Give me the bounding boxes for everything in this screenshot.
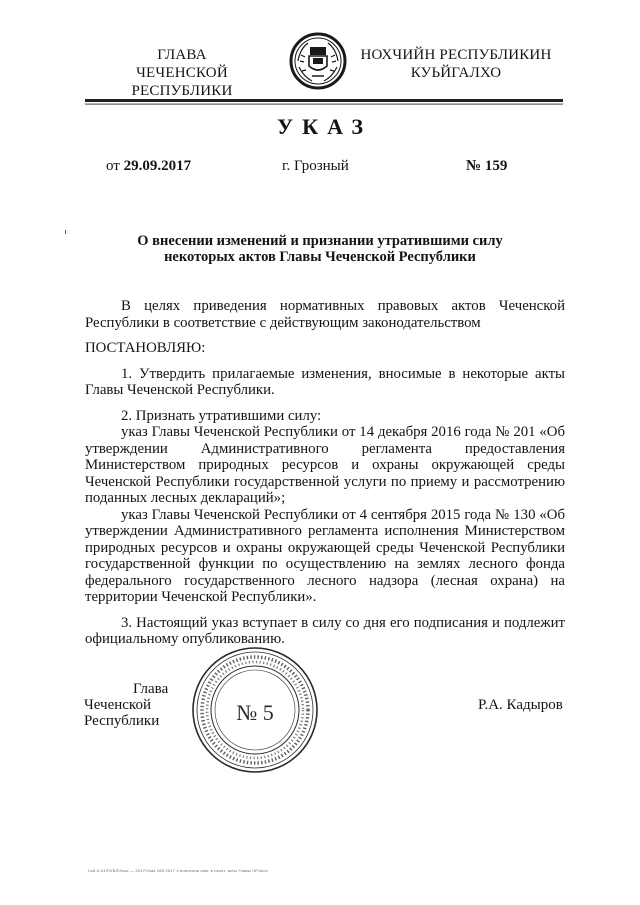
date-value: 29.09.2017 (123, 158, 192, 174)
signature-post (84, 681, 194, 729)
round-seal-stamp-icon (190, 645, 320, 775)
item-3-paragraph: 3. Настоящий указ вступает в силу со дня его подписания и подлежит официальному опубликованию. (85, 614, 565, 647)
signature-post-line2: Чеченской Республики (84, 697, 160, 729)
header-right (350, 46, 562, 82)
item-2b-paragraph: указ Главы Чеченской Республики от 4 сентября 2015 года № 130 «Об утверждении Административного регламента исполнения Министерством природных ресурсов и охраны окружающей среды Чеченской Республики государственной функции по осуществлению на землях лесного фонда федерального государственного лесного надзора (лесная охрана) на территории Чеченской Республики». (85, 506, 565, 605)
decree-word: ПОСТАНОВЛЯЮ: (85, 340, 206, 356)
header-left-line1: ГЛАВА (157, 47, 207, 63)
item-1-paragraph: 1. Утвердить прилагаемые изменения, вносимые в некоторые акты Главы Чеченской Республики. (85, 365, 565, 398)
document-body (85, 298, 565, 648)
coat-of-arms-icon (288, 31, 348, 91)
document-heading (110, 233, 530, 265)
stamp-number: № 5 (236, 700, 274, 725)
signature-post-line1: Глава (133, 681, 169, 697)
document-number (466, 158, 507, 175)
signer-name: Р.А. Кадыров (478, 697, 563, 713)
header-rule (85, 92, 563, 98)
header-left-line2: ЧЕЧЕНСКОЙ РЕСПУБЛИКИ (131, 65, 233, 99)
document-title: УКАЗ (276, 114, 373, 139)
preamble-paragraph: В целях приведения нормативных правовых актов Чеченской Республики в соответствие с действующим законодательством (85, 298, 565, 331)
item-2-paragraph: 2. Признать утратившими силу: (121, 407, 322, 424)
document-date (106, 158, 191, 175)
heading-line2: некоторых актов Главы Чеченской Республики (164, 249, 476, 265)
date-prefix: от (106, 158, 120, 174)
heading-line1: О внесении изменений и признании утратившими силу (137, 233, 503, 249)
header-right-line1: НОХЧИЙН РЕСПУБЛИКИН (360, 47, 552, 63)
header-right-line2: КУЬЙГАЛХО (410, 65, 502, 81)
item-2a-paragraph: указ Главы Чеченской Республики от 14 декабря 2016 года № 201 «Об утверждении Административного регламента предоставления Министерством природных ресурсов и охраны окружающей среды Чеченской Республики государственной услуги по приему и рассмотрению поданных лесных деклараций»; (85, 424, 565, 506)
margin-mark (65, 230, 66, 234)
document-city: г. Грозный (282, 158, 349, 174)
footer-file-path: \\s6-0-01\ПУБЛ\Указ — 2017\Указ 159 2017 о внесении изм. в некот. акты Главы ЧР.docx (88, 868, 268, 873)
number-value: 159 (484, 158, 508, 174)
number-prefix: № (466, 158, 482, 174)
